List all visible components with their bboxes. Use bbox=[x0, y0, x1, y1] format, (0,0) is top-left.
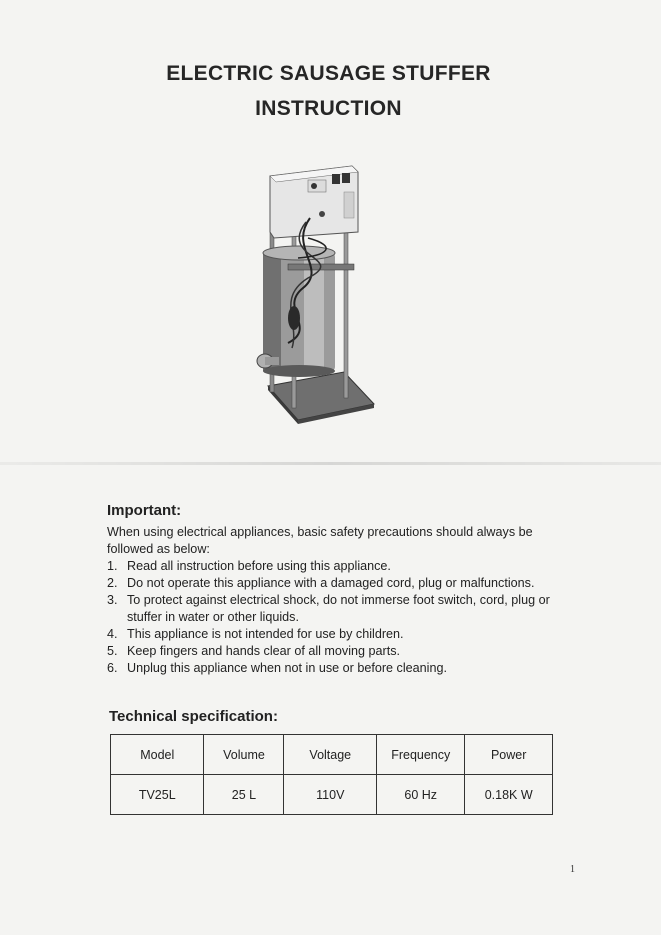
list-item-number: 1. bbox=[107, 559, 118, 573]
list-item-number: 2. bbox=[107, 576, 118, 590]
cell-power: 0.18K W bbox=[465, 775, 553, 815]
list-item-text: To protect against electrical shock, do not immerse foot switch, cord, plug or stuffer in water or other liquids. bbox=[127, 593, 550, 624]
cell-volume: 25 L bbox=[204, 775, 284, 815]
spec-table bbox=[110, 734, 553, 815]
cell-voltage: 110V bbox=[284, 775, 377, 815]
header-cell-power: Power bbox=[465, 735, 553, 775]
page-number: 1 bbox=[570, 864, 575, 875]
document-title: ELECTRIC SAUSAGE STUFFER bbox=[166, 62, 491, 85]
header-cell-frequency: Frequency bbox=[377, 735, 465, 775]
list-item-text: Unplug this appliance when not in use or before cleaning. bbox=[127, 661, 447, 675]
list-item-text: Do not operate this appliance with a damaged cord, plug or malfunctions. bbox=[127, 576, 535, 590]
list-item bbox=[107, 558, 577, 575]
document-subtitle: INSTRUCTION bbox=[255, 97, 402, 120]
sausage-stuffer-photo bbox=[248, 158, 388, 428]
technical-heading: Technical specification: bbox=[109, 708, 278, 725]
list-item-number: 5. bbox=[107, 644, 118, 658]
table-row bbox=[111, 775, 553, 815]
cell-frequency: 60 Hz bbox=[377, 775, 465, 815]
paper-fold-line bbox=[0, 462, 661, 465]
header-cell-model: Model bbox=[111, 735, 204, 775]
list-item bbox=[107, 592, 577, 626]
list-item-number: 4. bbox=[107, 627, 118, 641]
cell-model: TV25L bbox=[111, 775, 204, 815]
list-item-text: Keep fingers and hands clear of all moving parts. bbox=[127, 644, 401, 658]
safety-list bbox=[107, 558, 577, 677]
list-item bbox=[107, 575, 577, 592]
header-cell-voltage: Voltage bbox=[284, 735, 377, 775]
list-item-number: 3. bbox=[107, 593, 118, 607]
list-item-text: This appliance is not intended for use by children. bbox=[127, 627, 404, 641]
table-header-row bbox=[111, 735, 553, 775]
header-cell-volume: Volume bbox=[204, 735, 284, 775]
important-intro: When using electrical appliances, basic safety precautions should always be followed as below: bbox=[107, 525, 533, 556]
list-item-text: Read all instruction before using this appliance. bbox=[127, 559, 391, 573]
list-item bbox=[107, 660, 577, 677]
list-item bbox=[107, 643, 577, 660]
list-item-number: 6. bbox=[107, 661, 118, 675]
important-heading: Important: bbox=[107, 502, 182, 519]
list-item bbox=[107, 626, 577, 643]
